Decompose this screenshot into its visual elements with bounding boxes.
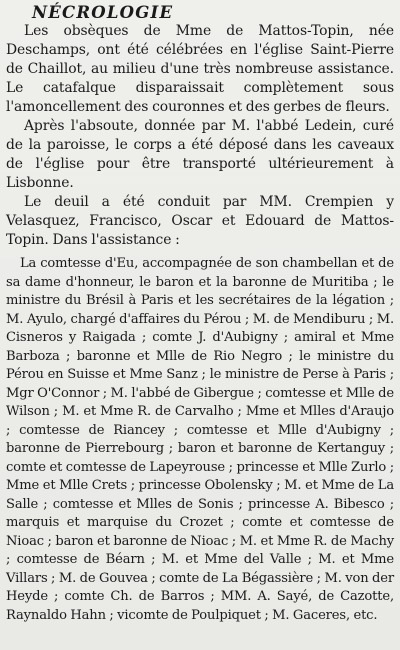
paragraph-funeral: Les obsèques de Mme de Mattos-Topin, née Deschamps, ont été célébrées en l'église Saint-Pierre de Chaillot, au milieu d'une très nombreuse assistance. Le catafalque disparaissait complètement sous l'amoncellement des couronnes et des gerbes de fleurs. (6, 23, 394, 115)
paragraph-absolution: Après l'absoute, donnée par M. l'abbé Ledein, curé de la paroisse, le corps a été déposé dans les caveaux de l'église pour être transporté ultérieurement à Lisbonne. (6, 118, 394, 191)
article-heading: NÉCROLOGIE (32, 3, 174, 22)
paragraph-mourners: Le deuil a été conduit par MM. Crempien y Velasquez, Francisco, Oscar et Edouard de Mattos-Topin. Dans l'assistance : (6, 194, 394, 248)
paragraph-attendance-list: La comtesse d'Eu, accompagnée de son chambellan et de sa dame d'honneur, le baron et la baronne de Muritiba ; le ministre du Brésil à Paris et les secrétaires de la légation ; M. Ayulo, chargé d'affaires du Pérou ; M. de Mendiburu ; M. Cisneros y Raigada ; comte J. d'Aubigny ; amiral et Mme Barboza ; baronne et Mlle de Rio Negro ; le ministre du Pérou en Suisse et Mme Sanz ; le ministre de Perse à Paris ; Mgr O'Connor ; M. l'abbé de Gibergue ; comtesse et Mlle de Wilson ; M. et Mme R. de Carvalho ; Mme et Mlles d'Araujo ; comtesse de Riancey ; comtesse et Mlle d'Aubigny ; baronne de Pierrebourg ; baron et baronne de Kertanguy ; comte et comtesse de Lapeyrouse ; princesse et Mlle Zurlo ; Mme et Mlle Crets ; princesse Obolensky ; M. et Mme de La Salle ; comtesse et Mlles de Sonis ; princesse A. Bibesco ; marquis et marquise du Crozet ; comte et comtesse de Nioac ; baron et baronne de Nioac ; M. et Mme R. de Machy ; comtesse de Béarn ; M. et Mme del Valle ; M. et Mme Villars ; M. de Gouvea ; comte de La Bégassière ; M. von der Heyde ; comte Ch. de Barros ; MM. A. Sayé, de Cazotte, Raynaldo Hahn ; vicomte de Poulpiquet ; M. Gaceres, etc. (6, 256, 394, 623)
article-column (6, 4, 394, 625)
